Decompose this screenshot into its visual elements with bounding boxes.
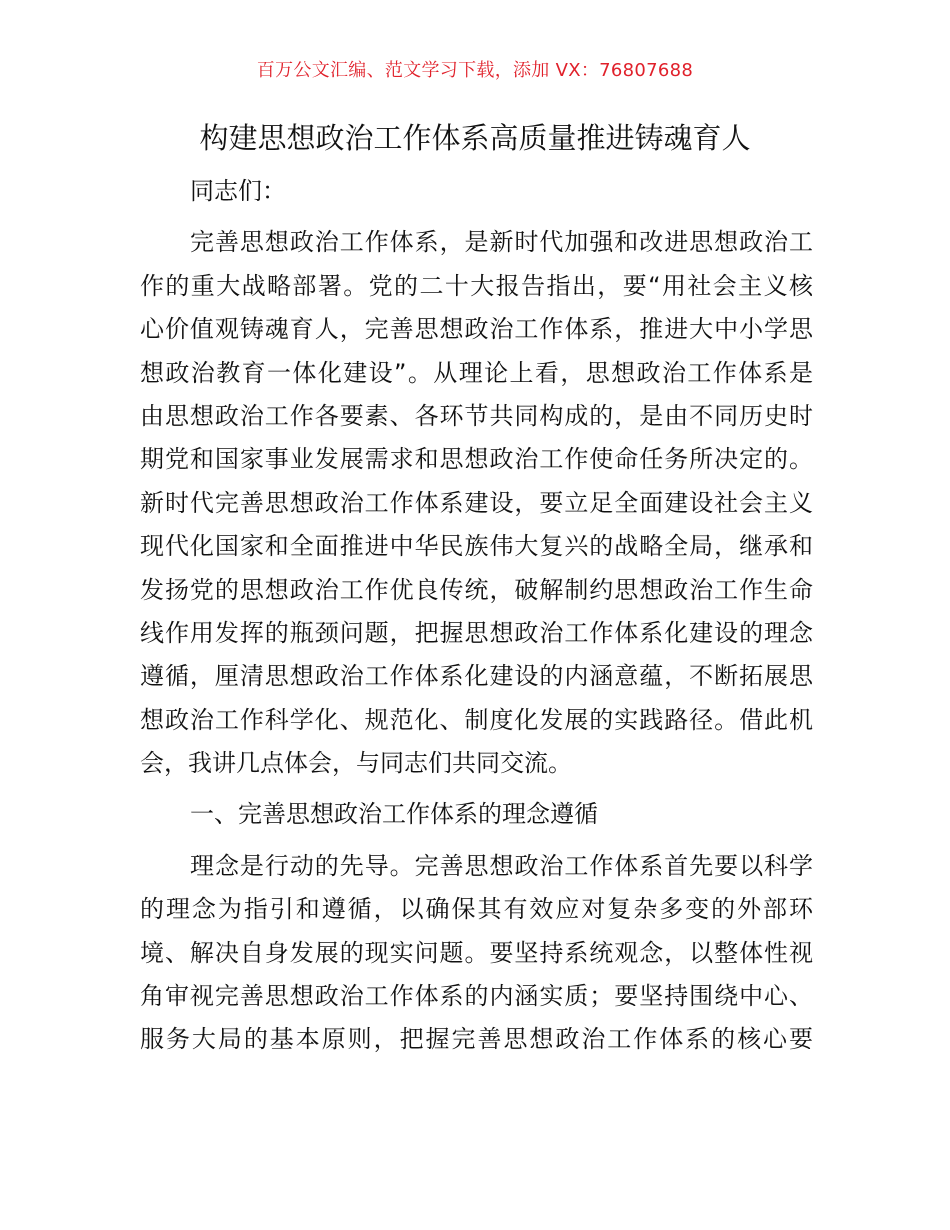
text-line: 完善思想政治工作体系，是新时代加强和改进思想政治工 — [190, 228, 813, 257]
document-body — [140, 170, 813, 1070]
text-line: 线作用发挥的瓶颈问题，把握思想政治工作体系化建设的理念 — [140, 618, 813, 647]
salutation: 同志们： — [190, 177, 286, 205]
paragraph — [140, 845, 813, 1062]
text-line: 发扬党的思想政治工作优良传统，破解制约思想政治工作生命 — [140, 575, 813, 604]
text-line: 期党和国家事业发展需求和思想政治工作使命任务所决定的。 — [140, 445, 813, 474]
text-line: 现代化国家和全面推进中华民族伟大复兴的战略全局，继承和 — [140, 532, 813, 561]
text-line: 想政治工作科学化、规范化、制度化发展的实践路径。借此机 — [140, 705, 813, 734]
text-line: 想政治教育一体化建设”。从理论上看，思想政治工作体系是 — [140, 358, 813, 387]
text-line: 角审视完善思想政治工作体系的内涵实质；要坚持围绕中心、 — [140, 982, 813, 1011]
text-line: 作的重大战略部署。党的二十大报告指出，要“用社会主义核 — [140, 271, 813, 300]
text-line: 会，我讲几点体会，与同志们共同交流。 — [140, 749, 572, 778]
section-heading — [140, 793, 813, 836]
text-line: 的理念为指引和遵循，以确保其有效应对复杂多变的外部环 — [140, 895, 813, 924]
document-title: 构建思想政治工作体系高质量推进铸魂育人 — [199, 121, 751, 155]
text-line: 理念是行动的先导。完善思想政治工作体系首先要以科学 — [190, 851, 813, 880]
text-line: 由思想政治工作各要素、各环节共同构成的，是由不同历史时 — [140, 401, 813, 430]
watermark-header: 百万公文汇编、范文学习下载，添加 VX：76807688 — [256, 60, 694, 81]
text-line: 服务大局的基本原则，把握完善思想政治工作体系的核心要 — [140, 1025, 813, 1054]
text-line: 一、完善思想政治工作体系的理念遵循 — [190, 800, 598, 829]
paragraph — [140, 221, 813, 785]
text-line: 心价值观铸魂育人，完善思想政治工作体系，推进大中小学思 — [140, 315, 813, 344]
text-line: 境、解决自身发展的现实问题。要坚持系统观念，以整体性视 — [140, 938, 813, 967]
text-line: 遵循，厘清思想政治工作体系化建设的内涵意蕴，不断拓展思 — [140, 662, 813, 691]
text-line: 新时代完善思想政治工作体系建设，要立足全面建设社会主义 — [140, 488, 813, 517]
